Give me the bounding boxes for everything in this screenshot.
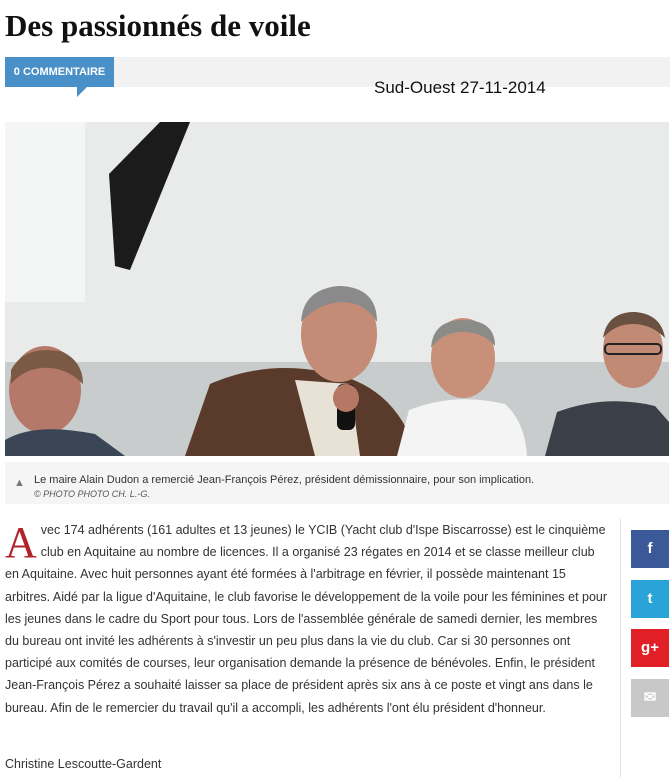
article-title: Des passionnés de voile — [5, 8, 311, 43]
twitter-share-icon[interactable]: t — [631, 580, 669, 618]
mail-share-icon[interactable]: ✉ — [631, 679, 669, 717]
photo-illustration — [5, 122, 669, 456]
article-photo — [5, 122, 669, 456]
article-text: vec 174 adhérents (161 adultes et 13 jeunes) le YCIB (Yacht club d'Ispe Biscarrosse) est le cinquième club en Aquitaine au nombre de licences. Il a organisé 23 régates en 2014 et se classe meilleur club en Aquitaine. Avec huit personnes ayant été formées à l'arbitrage en février, il possède maintenant 15 arbitres. Aidé par la ligue d'Aquitaine, le club favorise le développement de la voile pour les féminines et pour les jeunes dans le cadre du Sport pour tous. Lors de l'assemblée générale de samedi dernier, les membres du bureau ont invité les adhérents à s'investir un peu plus dans la vie du club. Car si 30 personnes ont participé aux comités de courses, leur organisation demande la présence de bénévoles. Enfin, le président Jean-François Pérez a souhaité laisser sa place de président après six ans à ce poste et vingt ans dans le bureau. Afin de le remercier du travail qu'il a accompli, les adhérents l'ont élu président d'honneur. — [5, 523, 608, 715]
divider — [620, 519, 621, 777]
source-date: Sud-Ouest 27-11-2014 — [374, 78, 546, 97]
comment-count-button[interactable]: 0 COMMENTAIRE — [5, 57, 114, 87]
triangle-up-icon[interactable]: ▲ — [14, 477, 25, 489]
photo-caption: Le maire Alain Dudon a remercié Jean-François Pérez, président démissionnaire, pour son implication. — [34, 474, 535, 486]
article-body — [5, 519, 610, 719]
googleplus-share-icon[interactable]: g+ — [631, 629, 669, 667]
facebook-share-icon[interactable]: f — [631, 530, 669, 568]
drop-cap: A — [5, 518, 37, 567]
article-author: Christine Lescoutte-Gardent — [5, 757, 162, 771]
photo-credit: © PHOTO PHOTO CH. L.-G. — [34, 489, 150, 499]
